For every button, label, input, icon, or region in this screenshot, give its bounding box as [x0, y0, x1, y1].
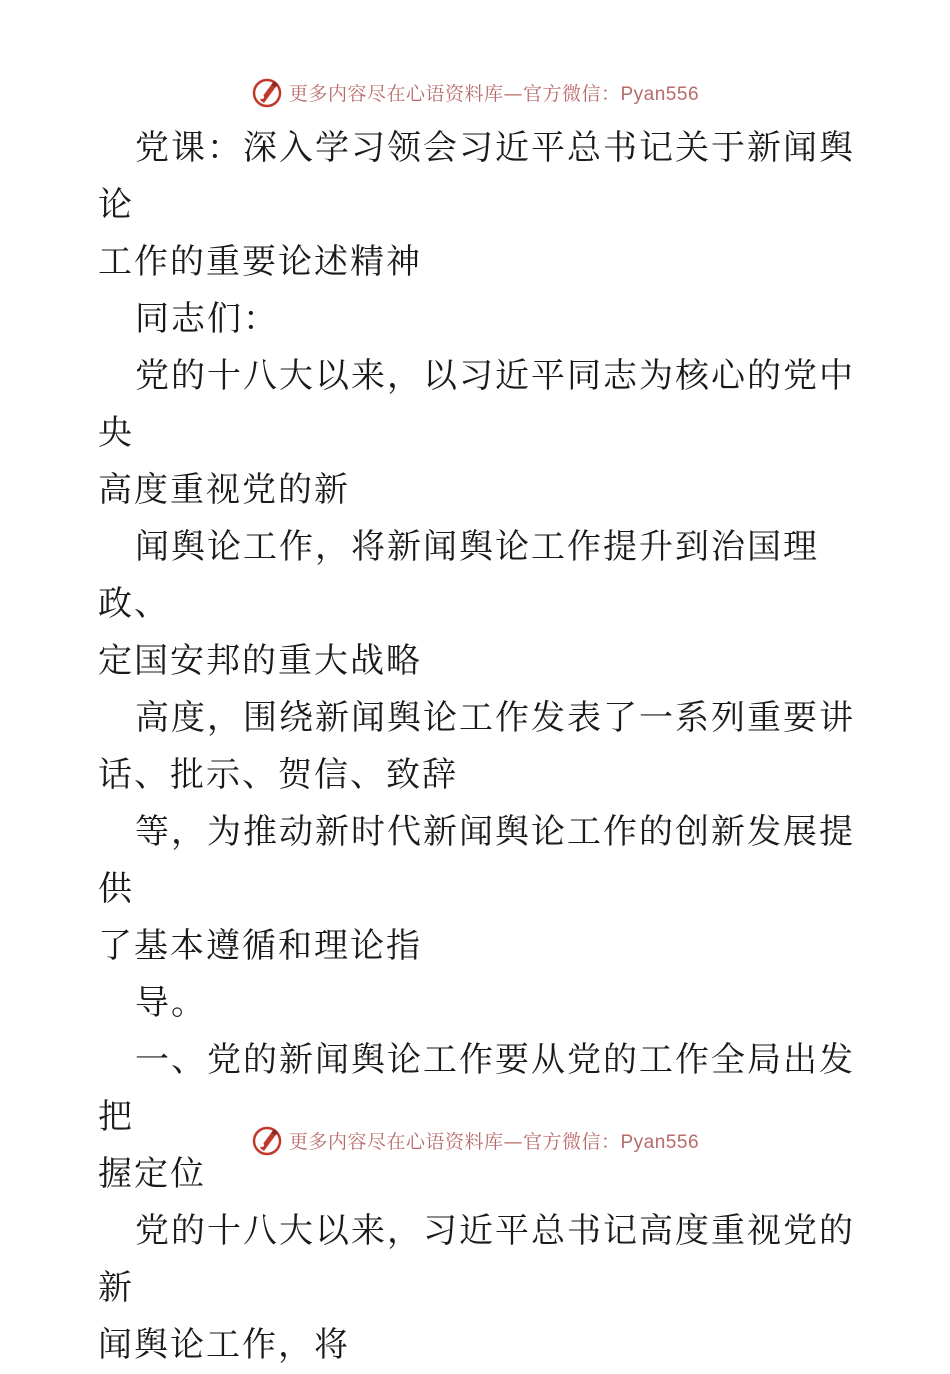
- p1-line-2: 高度重视党的新: [98, 470, 350, 510]
- salutation: [98, 291, 858, 348]
- p3-line-1: 高度，围绕新闻舆论工作发表了一系列重要讲: [135, 698, 855, 738]
- banner-label: 官方微信：: [522, 1130, 621, 1153]
- banner-wechat-id: Pyan556: [620, 1131, 700, 1153]
- document-body: [98, 120, 858, 1374]
- paragraph-5: [98, 975, 858, 1032]
- paragraph-4: [98, 804, 858, 975]
- p6-line-2: 闻舆论工作，将: [98, 1325, 350, 1365]
- brand-logo-icon: [251, 76, 283, 108]
- header-banner: [0, 72, 950, 112]
- paragraph-6: [98, 1203, 858, 1374]
- p5-line-1: 导。: [135, 983, 207, 1023]
- banner-text: [289, 1127, 699, 1154]
- banner-label: 官方微信：: [522, 82, 621, 105]
- p4-line-1: 等，为推动新时代新闻舆论工作的创新发展提供: [98, 812, 855, 909]
- p4-line-2: 了基本遵循和理论指: [98, 926, 422, 966]
- banner-wechat-id: Pyan556: [620, 83, 700, 105]
- banner-dash: —: [503, 1130, 523, 1153]
- p2-line-2: 定国安邦的重大战略: [98, 641, 422, 681]
- p6-line-1: 党的十八大以来，习近平总书记高度重视党的新: [98, 1211, 855, 1308]
- banner-dash: —: [503, 82, 523, 105]
- banner-site: 更多内容尽在心语资料库: [288, 1130, 504, 1153]
- paragraph-3: [98, 690, 858, 804]
- banner-site: 更多内容尽在心语资料库: [288, 82, 504, 105]
- paragraph-1: [98, 348, 858, 519]
- document-title: [98, 120, 858, 291]
- paragraph-2: [98, 519, 858, 690]
- h1-line-1: 一、党的新闻舆论工作要从党的工作全局出发把: [98, 1040, 855, 1137]
- p3-line-2: 话、批示、贺信、致辞: [98, 755, 458, 795]
- p1-line-1: 党的十八大以来，以习近平同志为核心的党中央: [98, 356, 855, 453]
- title-line-1: 党课：深入学习领会习近平总书记关于新闻舆论: [98, 128, 855, 225]
- section-heading-1: [98, 1032, 858, 1203]
- banner-text: [289, 79, 699, 106]
- brand-logo-icon: [251, 1124, 283, 1156]
- footer-banner: [0, 1120, 950, 1160]
- p2-line-1: 闻舆论工作，将新闻舆论工作提升到治国理政、: [98, 527, 819, 624]
- title-line-2: 工作的重要论述精神: [98, 242, 422, 282]
- h1-line-2: 握定位: [98, 1154, 206, 1194]
- salutation-text: 同志们：: [135, 299, 279, 339]
